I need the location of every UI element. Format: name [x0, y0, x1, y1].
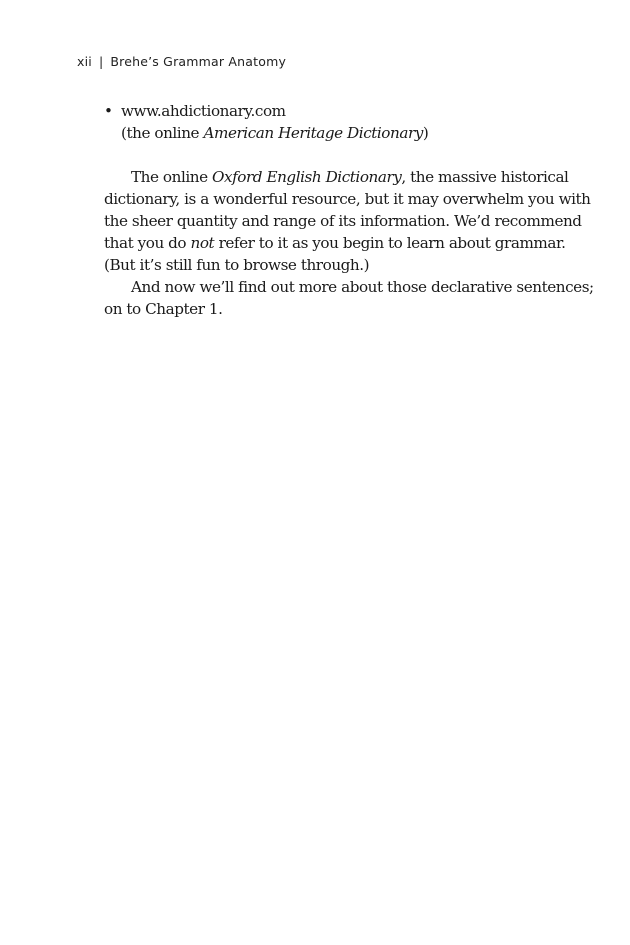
- bullet-desc-suffix: ): [422, 124, 429, 142]
- page-number: xii: [77, 54, 92, 69]
- bullet-icon: •: [104, 102, 113, 120]
- bullet-item-ahd: [77, 100, 547, 144]
- paragraph-next-line-1: And now we’ll find out more about those declarative sentences;: [131, 278, 594, 296]
- page-body: [77, 100, 594, 320]
- paragraph-oed-line-3: the sheer quantity and range of its information. We’d recommend: [104, 212, 582, 230]
- paragraph-oed: [77, 166, 591, 276]
- text-run: , the massive historical: [401, 168, 569, 186]
- text-run: refer to it as you begin to learn about grammar.: [214, 234, 566, 252]
- text-run: The online: [131, 168, 213, 186]
- paragraph-oed-line-5: (But it’s still fun to browse through.): [104, 256, 370, 274]
- running-head-separator: |: [98, 54, 104, 69]
- emphasis-not: not: [190, 234, 215, 252]
- running-head: [77, 54, 286, 69]
- text-run: that you do: [104, 234, 191, 252]
- bullet-description: [121, 122, 547, 144]
- paragraph-next-chapter: [77, 276, 594, 320]
- book-title: Brehe’s Grammar Anatomy: [110, 54, 287, 69]
- paragraph-oed-line-4: [77, 232, 566, 254]
- bullet-desc-title: American Heritage Dictionary: [203, 124, 423, 142]
- paragraph-oed-line-2: dictionary, is a wonderful resource, but it may overwhelm you with: [104, 190, 591, 208]
- paragraph-oed-line-1: [77, 166, 569, 188]
- paragraph-next-line-2: on to Chapter 1.: [104, 300, 223, 318]
- oed-title: Oxford English Dictionary: [212, 168, 402, 186]
- bullet-desc-prefix: (the online: [121, 124, 204, 142]
- bullet-url: www.ahdictionary.com: [121, 102, 286, 120]
